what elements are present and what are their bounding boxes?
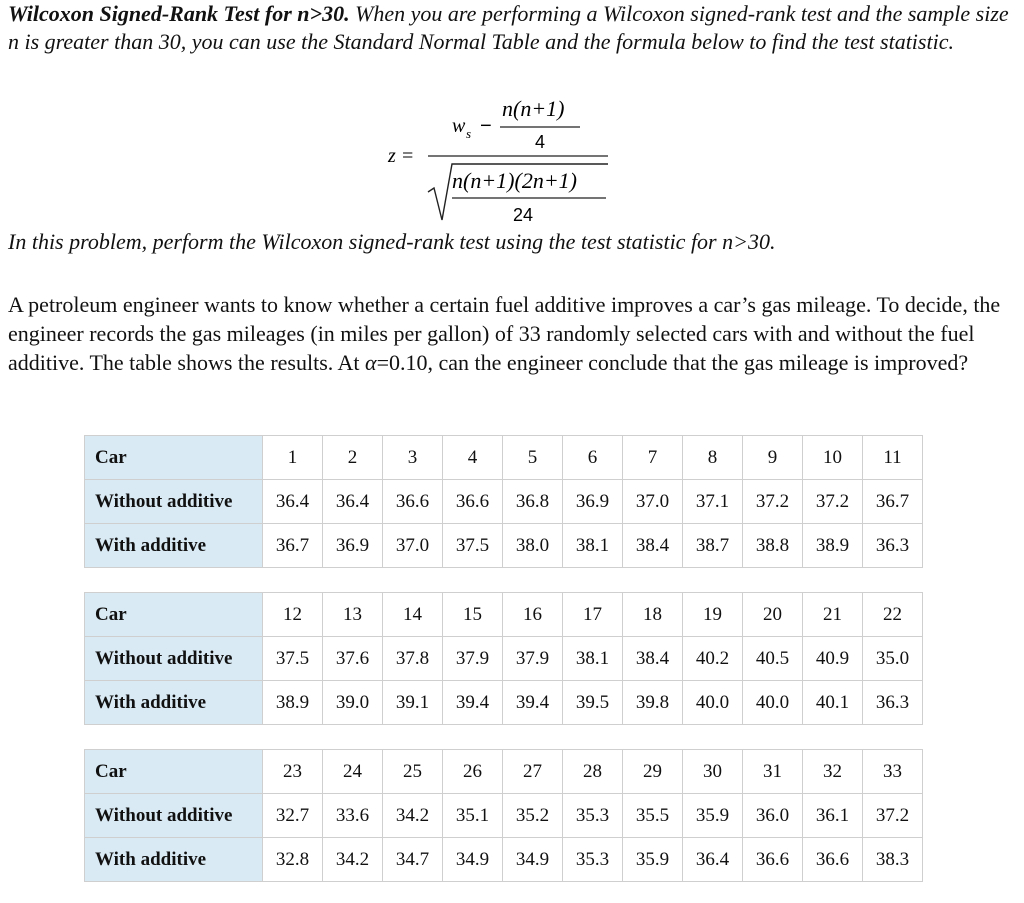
table-cell: 18: [623, 593, 683, 637]
table-cell: 40.0: [743, 681, 803, 725]
table-cell: 2: [323, 436, 383, 480]
table-cell: 8: [683, 436, 743, 480]
data-table-2: [84, 592, 923, 725]
table-cell: 36.3: [863, 681, 923, 725]
data-table-3: [84, 749, 923, 882]
table-cell: 33: [863, 750, 923, 794]
row-label: Car: [85, 750, 263, 794]
table-cell: 14: [383, 593, 443, 637]
table-cell: 35.3: [563, 794, 623, 838]
table-cell: 36.7: [263, 524, 323, 568]
table-cell: 37.5: [263, 637, 323, 681]
table-cell: 31: [743, 750, 803, 794]
table-cell: 22: [863, 593, 923, 637]
row-label: Car: [85, 436, 263, 480]
row-label: With additive: [85, 524, 263, 568]
table-cell: 37.2: [803, 480, 863, 524]
table-cell: 37.5: [443, 524, 503, 568]
table-cell: 38.9: [803, 524, 863, 568]
table-cell: 32.8: [263, 838, 323, 882]
table-cell: 36.4: [263, 480, 323, 524]
table-cell: 21: [803, 593, 863, 637]
table-cell: 40.1: [803, 681, 863, 725]
with-additive-row: [85, 838, 923, 882]
table-cell: 33.6: [323, 794, 383, 838]
table-cell: 40.5: [743, 637, 803, 681]
table-cell: 40.2: [683, 637, 743, 681]
table-cell: 39.5: [563, 681, 623, 725]
formula-num-bottom: 4: [535, 132, 546, 152]
table-cell: 38.8: [743, 524, 803, 568]
car-row: [85, 436, 923, 480]
table-cell: 40.9: [803, 637, 863, 681]
table-cell: 24: [323, 750, 383, 794]
alpha-symbol: α: [365, 350, 377, 375]
table-cell: 39.0: [323, 681, 383, 725]
table-cell: 35.9: [683, 794, 743, 838]
row-label: With additive: [85, 681, 263, 725]
table-cell: 5: [503, 436, 563, 480]
table-cell: 38.4: [623, 637, 683, 681]
table-cell: 27: [503, 750, 563, 794]
table-cell: 36.6: [443, 480, 503, 524]
table-cell: 34.2: [383, 794, 443, 838]
table-cell: 37.0: [383, 524, 443, 568]
table-cell: 35.0: [863, 637, 923, 681]
table-cell: 36.4: [683, 838, 743, 882]
table-cell: 26: [443, 750, 503, 794]
table-cell: 36.6: [743, 838, 803, 882]
table-cell: 30: [683, 750, 743, 794]
table-cell: 39.8: [623, 681, 683, 725]
table-cell: 37.6: [323, 637, 383, 681]
table-cell: 36.7: [863, 480, 923, 524]
problem-paragraph: [8, 290, 1018, 377]
row-label: With additive: [85, 838, 263, 882]
table-cell: 36.8: [503, 480, 563, 524]
table-cell: 9: [743, 436, 803, 480]
table-cell: 39.1: [383, 681, 443, 725]
table-cell: 35.3: [563, 838, 623, 882]
table-cell: 34.9: [443, 838, 503, 882]
table-cell: 38.3: [863, 838, 923, 882]
table-cell: 23: [263, 750, 323, 794]
table-cell: 25: [383, 750, 443, 794]
table-cell: 35.9: [623, 838, 683, 882]
table-cell: 36.9: [323, 524, 383, 568]
row-label: Without additive: [85, 794, 263, 838]
table-cell: 15: [443, 593, 503, 637]
table-cell: 35.1: [443, 794, 503, 838]
formula-den-bottom: 24: [513, 205, 534, 225]
table-cell: 38.1: [563, 637, 623, 681]
car-row: [85, 593, 923, 637]
table-cell: 11: [863, 436, 923, 480]
table-cell: 20: [743, 593, 803, 637]
z-formula: [380, 92, 620, 232]
without-additive-row: [85, 480, 923, 524]
problem-text-after: =0.10, can the engineer conclude that the gas mileage is improved?: [376, 350, 969, 375]
table-cell: 37.2: [743, 480, 803, 524]
table-cell: 36.3: [863, 524, 923, 568]
table-cell: 37.0: [623, 480, 683, 524]
intro-paragraph: [8, 0, 1018, 56]
table-cell: 4: [443, 436, 503, 480]
table-cell: 38.4: [623, 524, 683, 568]
intro-title: Wilcoxon Signed-Rank Test for n>30.: [8, 1, 350, 26]
car-row: [85, 750, 923, 794]
table-cell: 37.1: [683, 480, 743, 524]
problem-text-before: A petroleum engineer wants to know whether a certain fuel additive improves a car’s gas mileage. To decide, the engineer records the gas mileages (in miles per gallon) of 33 randomly selected cars with and without the fuel additive. The table shows the results. At: [8, 292, 1001, 375]
table-cell: 29: [623, 750, 683, 794]
row-label: Car: [85, 593, 263, 637]
table-cell: 39.4: [443, 681, 503, 725]
table-cell: 36.1: [803, 794, 863, 838]
table-cell: 13: [323, 593, 383, 637]
table-cell: 35.2: [503, 794, 563, 838]
formula-num-top: n(n+1): [502, 96, 565, 121]
formula-minus: −: [480, 115, 492, 137]
table-cell: 6: [563, 436, 623, 480]
table-cell: 40.0: [683, 681, 743, 725]
table-cell: 38.0: [503, 524, 563, 568]
table-cell: 12: [263, 593, 323, 637]
without-additive-row: [85, 637, 923, 681]
table-cell: 37.9: [503, 637, 563, 681]
table-cell: 38.9: [263, 681, 323, 725]
table-cell: 36.6: [383, 480, 443, 524]
table-cell: 36.4: [323, 480, 383, 524]
formula-lhs: z =: [388, 145, 415, 167]
formula-den-top: n(n+1)(2n+1): [452, 168, 577, 193]
table-cell: 36.0: [743, 794, 803, 838]
row-label: Without additive: [85, 480, 263, 524]
table-cell: 16: [503, 593, 563, 637]
data-table-1: [84, 435, 923, 568]
with-additive-row: [85, 524, 923, 568]
perform-instruction: In this problem, perform the Wilcoxon signed-rank test using the test statistic for n>30.: [8, 229, 776, 254]
table-cell: 36.9: [563, 480, 623, 524]
table-cell: 34.7: [383, 838, 443, 882]
table-cell: 34.2: [323, 838, 383, 882]
table-cell: 37.9: [443, 637, 503, 681]
table-cell: 1: [263, 436, 323, 480]
table-cell: 38.7: [683, 524, 743, 568]
table-cell: 7: [623, 436, 683, 480]
table-cell: 19: [683, 593, 743, 637]
table-cell: 10: [803, 436, 863, 480]
table-cell: 28: [563, 750, 623, 794]
table-cell: 37.8: [383, 637, 443, 681]
formula-ws: w: [452, 115, 466, 137]
table-cell: 37.2: [863, 794, 923, 838]
formula-ws-sub: s: [466, 126, 472, 141]
table-cell: 17: [563, 593, 623, 637]
with-additive-row: [85, 681, 923, 725]
row-label: Without additive: [85, 637, 263, 681]
table-cell: 39.4: [503, 681, 563, 725]
without-additive-row: [85, 794, 923, 838]
intro-text: When you are performing a Wilcoxon signed-rank test and the sample size n is greater than 30, you can use the Standard Normal Table and the formula below to find the test statistic.: [8, 1, 1009, 54]
table-cell: 35.5: [623, 794, 683, 838]
table-cell: 32.7: [263, 794, 323, 838]
table-cell: 34.9: [503, 838, 563, 882]
table-cell: 36.6: [803, 838, 863, 882]
table-cell: 32: [803, 750, 863, 794]
table-cell: 3: [383, 436, 443, 480]
table-cell: 38.1: [563, 524, 623, 568]
